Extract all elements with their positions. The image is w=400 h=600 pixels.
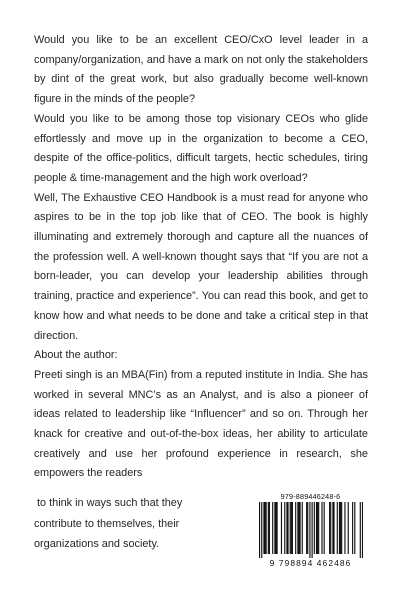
barcode-bar [321, 502, 322, 554]
barcode-bars [259, 502, 363, 558]
barcode-bar [309, 502, 310, 558]
barcode-bar [352, 502, 353, 554]
barcode-bar [339, 502, 340, 554]
barcode-bar [360, 502, 361, 558]
barcode-bar [286, 502, 287, 554]
barcode-bar [259, 502, 260, 558]
barcode-bar [269, 502, 270, 554]
barcode-bar [272, 502, 273, 554]
barcode-bar [324, 502, 325, 554]
barcode-bar [302, 502, 303, 554]
tail-line-1: to think in ways such that they [37, 497, 183, 509]
isbn-number: 979-889446248-6 [280, 492, 341, 501]
barcode-bar [274, 502, 275, 554]
barcode-bar [264, 502, 265, 554]
barcode-bar [341, 502, 342, 554]
barcode-bar [316, 502, 317, 554]
barcode-bar [318, 502, 319, 554]
barcode-bar [329, 502, 330, 554]
barcode-bar [340, 502, 341, 554]
barcode-bar [268, 502, 269, 554]
tail-line-3: organizations and society. [34, 538, 160, 550]
about-author-heading: About the author: [34, 349, 118, 362]
barcode-bar [266, 502, 267, 554]
isbn-barcode [251, 492, 370, 571]
barcode-bar [295, 502, 296, 554]
barcode-bar [306, 502, 307, 554]
barcode-bar [284, 502, 285, 554]
barcode-bar [317, 502, 318, 554]
barcode-bar [300, 502, 301, 554]
barcode-bar [337, 502, 338, 554]
barcode-digits: 9 798894 462486 [269, 558, 352, 568]
barcode-bar [312, 502, 313, 558]
paragraph-author-bio: Preeti singh is an MBA(Fin) from a reputed institute in India. She has worked in several MNC’s as an Analyst, and is also a pioneer of ideas related to leadership like “Influencer” and so on. Through her knack for creative and out-of-the-box ideas, her ability to articulate creatively and use her profound experience in research, she empowers the readers [34, 368, 368, 480]
barcode-bar [263, 502, 264, 554]
tail-line-2: contribute to themselves, their [34, 517, 180, 530]
barcode-bar [307, 502, 308, 554]
barcode-bar [362, 502, 363, 558]
barcode-bar [277, 502, 278, 554]
barcode-bar [281, 502, 282, 554]
barcode-bar [291, 502, 292, 554]
barcode-bar [314, 502, 315, 554]
paragraph-book-description: Well, The Exhaustive CEO Handbook is a must read for anyone who aspires to be in the top job like that of CEO. The book is highly illuminating and extremely thorough and capture all the nuances of the profession well. A well-known thought says that “If you are not a born-leader, you can develop your leadership abilities through training, practice and experience”. You can read this book, and get to know how and what needs to be done and take a critical step in that direction. [34, 191, 368, 342]
author-bio-continuation [34, 493, 234, 555]
barcode-bar [287, 502, 288, 554]
barcode-bar [332, 502, 333, 554]
barcode-bar [275, 502, 276, 554]
barcode-bar [290, 502, 291, 554]
barcode-bar [330, 502, 331, 554]
barcode-bar [297, 502, 298, 554]
barcode-bar [333, 502, 334, 554]
barcode-bar [354, 502, 355, 554]
cover-blurb [34, 31, 368, 484]
barcode-bar [344, 502, 345, 554]
barcode-bar [348, 502, 349, 554]
barcode-bar [298, 502, 299, 554]
barcode-bar [292, 502, 293, 554]
barcode-bar [261, 502, 262, 558]
paragraph-intro-question-1: Would you like to be an excellent CEO/CxO level leader in a company/organization, and have a mark on not only the stakeholders by dint of the great work, but also gradually become well-known figure in the minds of the people? [34, 34, 368, 106]
paragraph-intro-question-2: Would you like to be among those top visionary CEOs who glide effortlessly and move up in the organization to become a CEO, despite of the office-politics, difficult targets, hectic schedules, tiring people & time-management and the high work overload? [34, 112, 368, 184]
